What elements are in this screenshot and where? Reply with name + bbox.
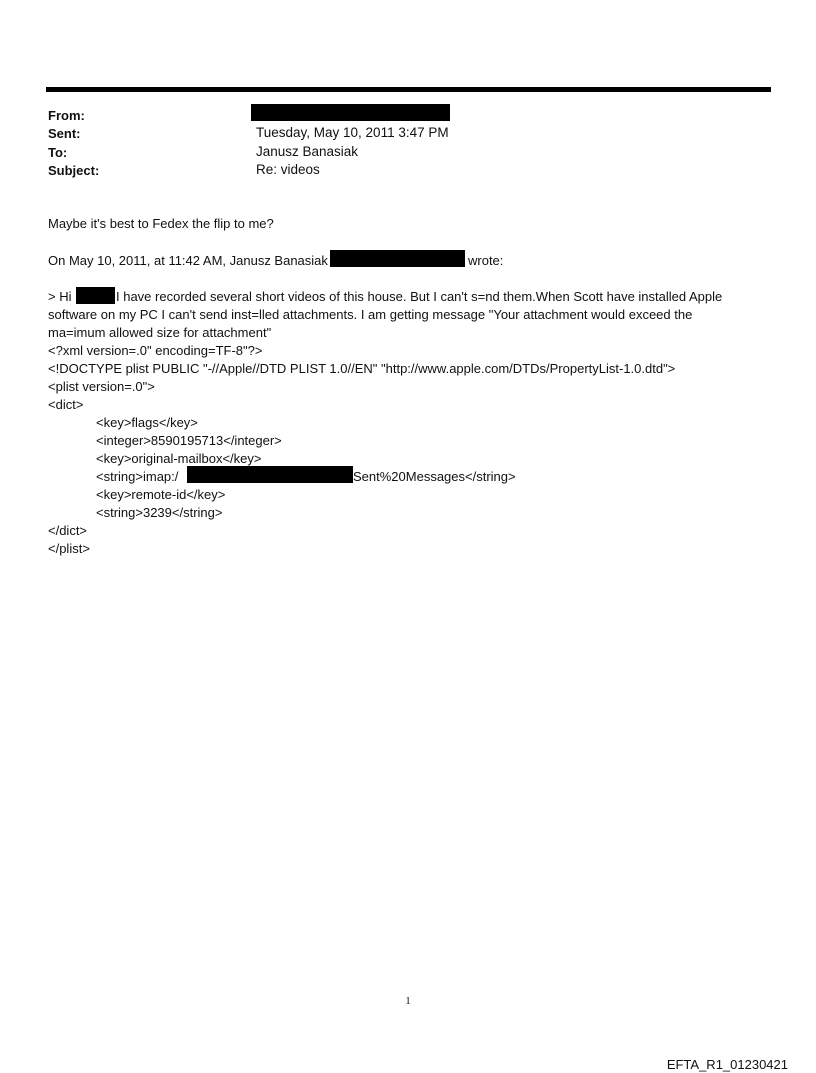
quote-line-14: </dict> — [48, 523, 88, 538]
quote-line-10: <key>original-mailbox</key> — [96, 451, 262, 466]
quote-line-9: <integer>8590195713</integer> — [96, 433, 282, 448]
quote-line-3: ma=imum allowed size for attachment" — [48, 325, 272, 340]
to-value: Janusz Banasiak — [256, 144, 359, 159]
quote-line-2: software on my PC I can't send inst=lled attachments. I am getting message "Your attachment would exceed the — [48, 307, 693, 322]
redacted-from — [251, 104, 450, 121]
quote-intro-wrote: wrote: — [468, 253, 504, 268]
document-id: EFTA_R1_01230421 — [666, 1057, 788, 1072]
quote-line-11a: <string>imap:/ — [96, 469, 179, 484]
quote-line-1a: > Hi — [48, 289, 72, 304]
redacted-name — [76, 287, 115, 304]
sent-value: Tuesday, May 10, 2011 3:47 PM — [256, 125, 449, 140]
page-number: 1 — [405, 995, 411, 1007]
redacted-email — [330, 250, 465, 267]
quote-intro — [48, 253, 328, 268]
quote-line-5: <!DOCTYPE plist PUBLIC "-//Apple//DTD PLIST 1.0//EN" "http://www.apple.com/DTDs/PropertyList-1.0.dtd"> — [48, 361, 676, 376]
to-label: To: — [48, 145, 68, 160]
subject-value: Re: videos — [256, 162, 320, 177]
from-label: From: — [48, 108, 85, 123]
header-rule — [46, 87, 771, 92]
quote-line-13: <string>3239</string> — [96, 505, 223, 520]
redacted-mailbox — [187, 466, 353, 483]
quote-line-11b: Sent%20Messages</string> — [353, 469, 516, 484]
quote-intro-text: On May 10, 2011, at 11:42 AM, Janusz Banasiak — [48, 253, 328, 268]
quote-line-1b: I have recorded several short videos of this house. But I can't s=nd them.When Scott have installed Apple — [116, 289, 723, 304]
quote-line-7: <dict> — [48, 397, 84, 412]
quote-line-4: <?xml version=.0" encoding=TF-8"?> — [48, 343, 263, 358]
body-line-1: Maybe it's best to Fedex the flip to me? — [48, 216, 274, 231]
quote-line-15: </plist> — [48, 541, 90, 556]
subject-label: Subject: — [48, 163, 100, 178]
quote-line-12: <key>remote-id</key> — [96, 487, 226, 502]
quote-line-6: <plist version=.0"> — [48, 379, 155, 394]
sent-label: Sent: — [48, 126, 81, 141]
quote-line-8: <key>flags</key> — [96, 415, 198, 430]
